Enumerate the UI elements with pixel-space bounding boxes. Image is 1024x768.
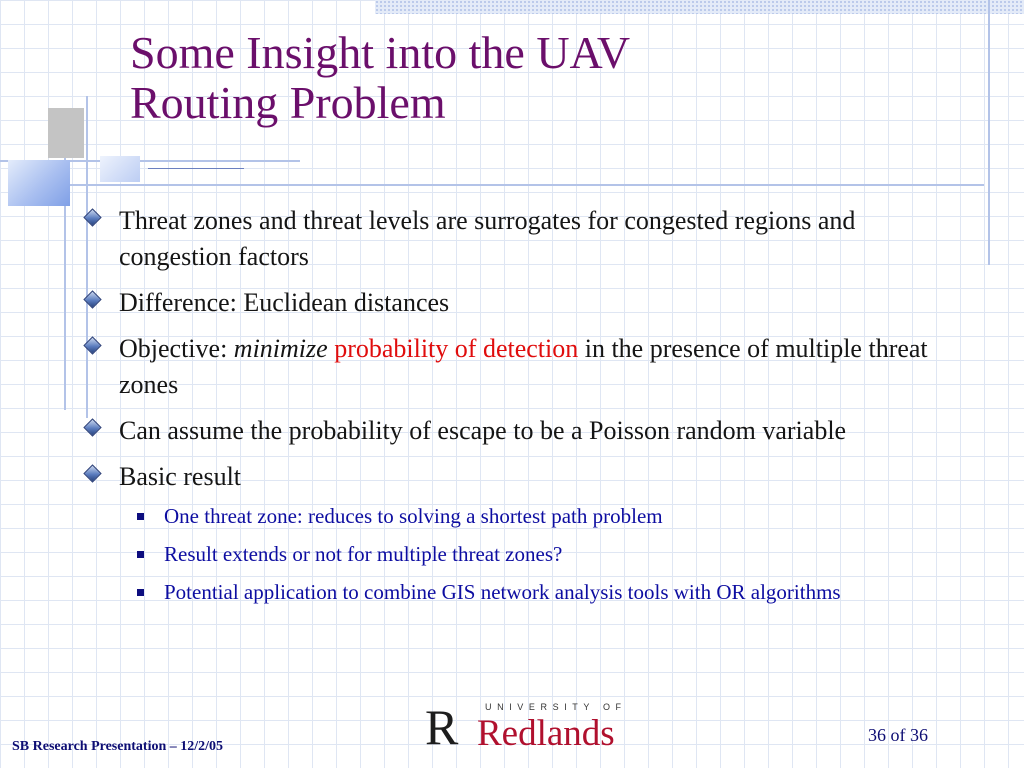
decorative-vline (988, 0, 990, 265)
bullet-text-italic: minimize (233, 334, 328, 363)
bullet-list (82, 203, 962, 617)
decorative-blue-square (8, 160, 70, 206)
square-bullet-icon (137, 551, 144, 558)
university-logo (425, 699, 637, 755)
sub-bullet-text: Result extends or not for multiple threat zones? (164, 542, 563, 566)
logo-name: Redlands (477, 713, 615, 754)
diamond-bullet-icon (83, 290, 101, 308)
decorative-blue-square (100, 156, 140, 182)
diamond-bullet-icon (83, 464, 101, 482)
square-bullet-icon (137, 513, 144, 520)
footer-caption: SB Research Presentation – 12/2/05 (12, 739, 224, 754)
bullet-text: Difference: Euclidean distances (119, 288, 450, 317)
bullet-text-tail: in the presence of multiple threat zones (119, 334, 928, 399)
title-line: Routing Problem (130, 77, 446, 128)
decorative-gray-square (48, 108, 84, 158)
bullet-text-lead: Objective: (119, 334, 234, 363)
bullet-item (82, 331, 962, 403)
sub-bullet-item (127, 501, 962, 531)
diamond-bullet-icon (83, 336, 101, 354)
diamond-bullet-icon (83, 418, 101, 436)
title-underline (148, 168, 244, 169)
top-decorative-bar (375, 0, 1024, 14)
bullet-text: Threat zones and threat levels are surrogates for congested regions and congestion factors (119, 206, 856, 271)
sub-bullet-item (127, 539, 962, 569)
diamond-bullet-icon (83, 208, 101, 226)
sub-bullet-item (127, 577, 962, 607)
title-line: Some Insight into the UAV (130, 27, 631, 78)
sub-bullet-text: Potential application to combine GIS network analysis tools with OR algorithms (164, 580, 841, 604)
square-bullet-icon (137, 589, 144, 596)
bullet-text: Basic result (119, 462, 242, 491)
logo-letter: R (425, 699, 459, 755)
sub-bullet-list (127, 501, 962, 607)
bullet-text: Can assume the probability of escape to be a Poisson random variable (119, 416, 847, 445)
slide-title (130, 28, 850, 128)
sub-bullet-text: One threat zone: reduces to solving a shortest path problem (164, 504, 663, 528)
bullet-item (82, 413, 962, 449)
bullet-item (82, 459, 962, 607)
decorative-hline (40, 184, 984, 186)
bullet-item (82, 203, 962, 275)
logo-small-text: UNIVERSITY OF (485, 702, 627, 712)
bullet-text-highlight: probability of detection (334, 334, 579, 363)
bullet-item (82, 285, 962, 321)
page-number: 36 of 36 (868, 725, 928, 745)
